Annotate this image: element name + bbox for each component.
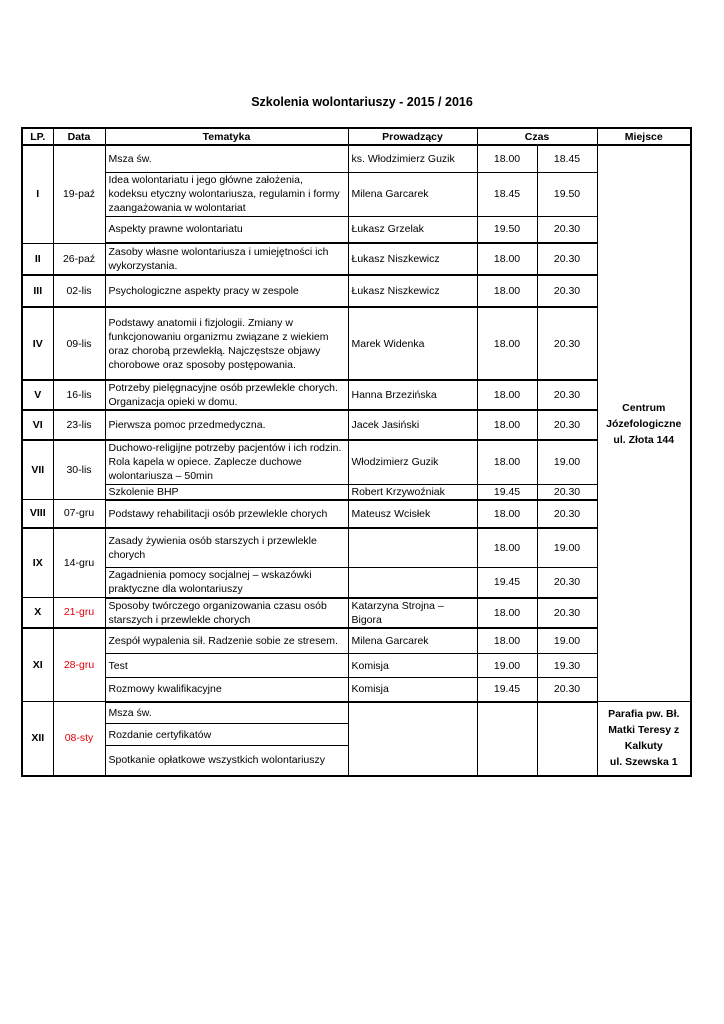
table-row bbox=[22, 702, 691, 724]
row-topic: Zasoby własne wolontariusza i umiejętności ich wykorzystania. bbox=[105, 243, 348, 275]
row-lp: V bbox=[22, 380, 53, 410]
row-topic: Psychologiczne aspekty pracy w zespole bbox=[105, 275, 348, 307]
row-host: Milena Garcarek bbox=[348, 628, 477, 654]
row-host: Robert Krzywoźniak bbox=[348, 484, 477, 500]
row-end: 20.30 bbox=[537, 275, 597, 307]
row-start: 19.45 bbox=[477, 568, 537, 598]
row-topic: Podstawy anatomii i fizjologii. Zmiany w funkcjonowaniu organizmu związane z wiekiem oraz chorobą przewlekłą. Najczęstsze objawy chorobowe oraz sposoby postępowania. bbox=[105, 307, 348, 380]
row-topic: Idea wolontariatu i jego główne założenia, kodeksu etyczny wolontariusza, regulamin i formy zaangażowania w wolontariat bbox=[105, 172, 348, 216]
row-date: 14-gru bbox=[53, 528, 105, 598]
row-topic: Spotkanie opłatkowe wszystkich wolontariuszy bbox=[105, 746, 348, 776]
row-end: 20.30 bbox=[537, 598, 597, 628]
row-host: Komisja bbox=[348, 654, 477, 678]
row-topic: Rozdanie certyfikatów bbox=[105, 724, 348, 746]
row-end: 20.30 bbox=[537, 243, 597, 275]
table-row bbox=[22, 307, 691, 380]
row-host bbox=[348, 528, 477, 568]
row-host bbox=[348, 568, 477, 598]
document-title: Szkolenia wolontariuszy - 2015 / 2016 bbox=[251, 95, 473, 109]
row-lp: VII bbox=[22, 440, 53, 500]
row-topic: Zespół wypalenia sił. Radzenie sobie ze stresem. bbox=[105, 628, 348, 654]
table-row bbox=[22, 145, 691, 172]
table-row bbox=[22, 484, 691, 500]
row-host: Łukasz Niszkewicz bbox=[348, 243, 477, 275]
row-date: 08-sty bbox=[53, 702, 105, 776]
row-topic: Msza św. bbox=[105, 145, 348, 172]
row-lp: IV bbox=[22, 307, 53, 380]
row-end: 19.30 bbox=[537, 654, 597, 678]
venue-line: ul. Złota 144 bbox=[613, 433, 675, 446]
header-miejsce: Miejsce bbox=[597, 128, 691, 145]
row-start: 18.00 bbox=[477, 243, 537, 275]
row-lp: II bbox=[22, 243, 53, 275]
row-end: 19.00 bbox=[537, 440, 597, 484]
row-end: 20.30 bbox=[537, 307, 597, 380]
row-host: Włodzimierz Guzik bbox=[348, 440, 477, 484]
row-topic: Potrzeby pielęgnacyjne osób przewlekle chorych. Organizacja opieki w domu. bbox=[105, 380, 348, 410]
row-start: 18.00 bbox=[477, 307, 537, 380]
row-end: 19.00 bbox=[537, 628, 597, 654]
row-lp: XI bbox=[22, 628, 53, 702]
row-end: 20.30 bbox=[537, 410, 597, 440]
table-row bbox=[22, 678, 691, 702]
row-topic: Msza św. bbox=[105, 702, 348, 724]
table-row bbox=[22, 380, 691, 410]
row-lp: I bbox=[22, 145, 53, 243]
row-start: 18.00 bbox=[477, 380, 537, 410]
venue-line: Matki Teresy z bbox=[608, 724, 680, 737]
row-end: 18.45 bbox=[537, 145, 597, 172]
row-end bbox=[537, 702, 597, 776]
row-topic: Aspekty prawne wolontariatu bbox=[105, 216, 348, 243]
row-start: 18.00 bbox=[477, 500, 537, 528]
header-tematyka: Tematyka bbox=[105, 128, 348, 145]
venue-line: Centrum bbox=[622, 401, 666, 414]
row-host: Łukasz Grzelak bbox=[348, 216, 477, 243]
row-topic: Sposoby twórczego organizowania czasu osób starszych i przewlekle chorych bbox=[105, 598, 348, 628]
row-date: 30-lis bbox=[53, 440, 105, 500]
row-lp: VIII bbox=[22, 500, 53, 528]
row-topic: Zagadnienia pomocy socjalnej – wskazówki praktyczne dla wolontariuszy bbox=[105, 568, 348, 598]
row-host: Komisja bbox=[348, 678, 477, 702]
row-host: ks. Włodzimierz Guzik bbox=[348, 145, 477, 172]
row-end: 20.30 bbox=[537, 216, 597, 243]
row-end: 20.30 bbox=[537, 500, 597, 528]
table-row bbox=[22, 410, 691, 440]
row-host: Milena Garcarek bbox=[348, 172, 477, 216]
row-end: 20.30 bbox=[537, 568, 597, 598]
header-data: Data bbox=[53, 128, 105, 145]
row-start: 19.45 bbox=[477, 484, 537, 500]
row-date: 16-lis bbox=[53, 380, 105, 410]
schedule-table bbox=[21, 127, 692, 777]
row-start: 18.45 bbox=[477, 172, 537, 216]
table-row bbox=[22, 654, 691, 678]
row-end: 19.00 bbox=[537, 528, 597, 568]
venue-line: Parafia pw. Bł. bbox=[608, 708, 680, 721]
row-start: 19.50 bbox=[477, 216, 537, 243]
row-start: 18.00 bbox=[477, 410, 537, 440]
row-end: 20.30 bbox=[537, 484, 597, 500]
row-host: Hanna Brzezińska bbox=[348, 380, 477, 410]
row-date: 09-lis bbox=[53, 307, 105, 380]
row-host: Jacek Jasiński bbox=[348, 410, 477, 440]
row-start: 18.00 bbox=[477, 275, 537, 307]
row-host bbox=[348, 702, 477, 776]
row-lp: III bbox=[22, 275, 53, 307]
row-start: 19.45 bbox=[477, 678, 537, 702]
row-start: 19.00 bbox=[477, 654, 537, 678]
row-topic: Test bbox=[105, 654, 348, 678]
row-date: 07-gru bbox=[53, 500, 105, 528]
row-topic: Podstawy rehabilitacji osób przewlekle chorych bbox=[105, 500, 348, 528]
row-date: 26-paź bbox=[53, 243, 105, 275]
row-topic: Zasady żywienia osób starszych i przewlekle chorych bbox=[105, 528, 348, 568]
venue-line: ul. Szewska 1 bbox=[609, 756, 678, 769]
table-row bbox=[22, 216, 691, 243]
table-row bbox=[22, 598, 691, 628]
header-row bbox=[22, 128, 691, 145]
row-topic: Szkolenie BHP bbox=[105, 484, 348, 500]
row-start: 18.00 bbox=[477, 145, 537, 172]
header-prowadzacy: Prowadzący bbox=[348, 128, 477, 145]
table-row bbox=[22, 172, 691, 216]
table-row bbox=[22, 500, 691, 528]
row-start: 18.00 bbox=[477, 440, 537, 484]
header-czas: Czas bbox=[477, 128, 597, 145]
row-date: 02-lis bbox=[53, 275, 105, 307]
row-end: 20.30 bbox=[537, 380, 597, 410]
row-lp: IX bbox=[22, 528, 53, 598]
table-row bbox=[22, 528, 691, 568]
venue-line: Kalkuty bbox=[624, 740, 663, 753]
row-lp: VI bbox=[22, 410, 53, 440]
row-date: 21-gru bbox=[53, 598, 105, 628]
row-start: 18.00 bbox=[477, 598, 537, 628]
venue-line: Józefologiczne bbox=[606, 417, 682, 430]
table-row bbox=[22, 568, 691, 598]
venue-centrum bbox=[597, 145, 691, 702]
row-start bbox=[477, 702, 537, 776]
row-date: 23-lis bbox=[53, 410, 105, 440]
row-host: Katarzyna Strojna – Bigora bbox=[348, 598, 477, 628]
row-start: 18.00 bbox=[477, 528, 537, 568]
row-host: Mateusz Wcisłek bbox=[348, 500, 477, 528]
row-date: 19-paź bbox=[53, 145, 105, 243]
venue-parafia bbox=[597, 702, 691, 776]
table-row bbox=[22, 243, 691, 275]
row-host: Łukasz Niszkewicz bbox=[348, 275, 477, 307]
row-end: 20.30 bbox=[537, 678, 597, 702]
row-start: 18.00 bbox=[477, 628, 537, 654]
row-date: 28-gru bbox=[53, 628, 105, 702]
row-lp: XII bbox=[22, 702, 53, 776]
row-end: 19.50 bbox=[537, 172, 597, 216]
row-topic: Rozmowy kwalifikacyjne bbox=[105, 678, 348, 702]
row-host: Marek Widenka bbox=[348, 307, 477, 380]
row-topic: Pierwsza pomoc przedmedyczna. bbox=[105, 410, 348, 440]
table-row bbox=[22, 628, 691, 654]
row-topic: Duchowo-religijne potrzeby pacjentów i ich rodzin. Rola kapela w opiece. Zaplecze duchowe wolontariusza – 50min bbox=[105, 440, 348, 484]
header-lp: LP. bbox=[22, 128, 53, 145]
table-row bbox=[22, 440, 691, 484]
table-row bbox=[22, 275, 691, 307]
row-lp: X bbox=[22, 598, 53, 628]
